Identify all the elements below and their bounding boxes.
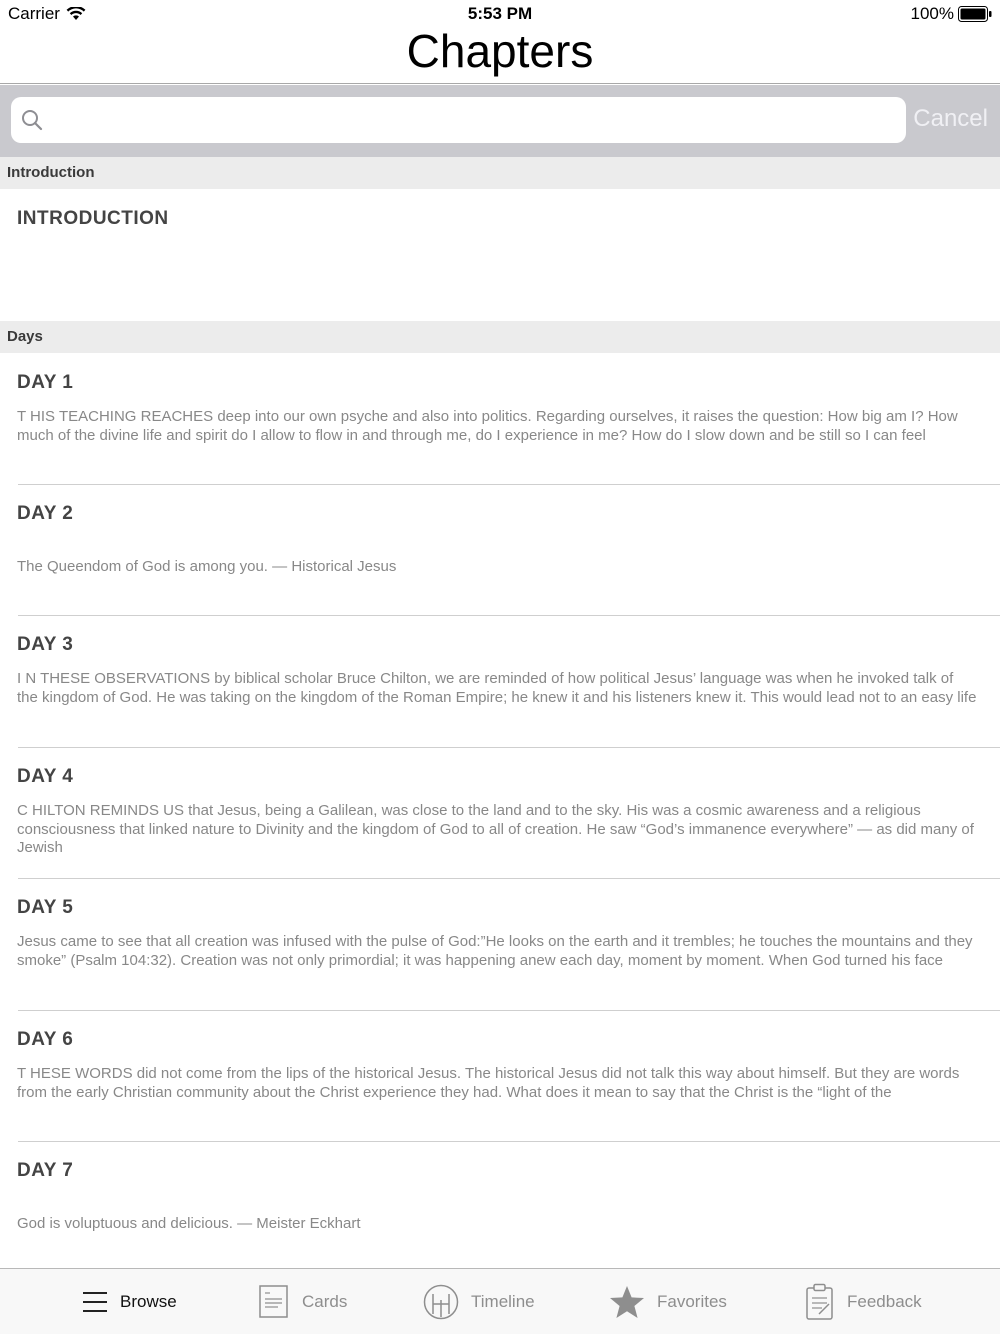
search-icon xyxy=(21,109,43,131)
battery-percent: 100% xyxy=(910,4,954,23)
chapter-title: DAY 2 xyxy=(17,503,74,524)
list-item[interactable] xyxy=(0,748,1000,879)
chapter-title: DAY 6 xyxy=(17,1029,74,1050)
chapter-title: DAY 3 xyxy=(17,634,74,655)
tab-feedback[interactable] xyxy=(805,1269,922,1334)
list-item[interactable] xyxy=(0,1011,1000,1142)
tab-label: Favorites xyxy=(657,1292,727,1311)
tab-label: Browse xyxy=(120,1292,177,1311)
section-header-label: Introduction xyxy=(7,164,95,181)
chapter-excerpt: T HIS TEACHING REACHES deep into our own psyche and also into politics. Regarding ourselves, it raises the question: How big am I? How much of the divine life and spirit do I allow to flow in and through me, do I experience in me? How do I slow down and be still so I can feel xyxy=(17,408,958,444)
chapter-excerpt: C HILTON REMINDS US that Jesus, being a Galilean, was close to the land and to the sky. His was a cosmic awareness and a religious consciousness that linked nature to Divinity and the kingdom of God to all of creation. He saw “God’s immanence everywhere” — as did many of Jewish xyxy=(17,802,974,857)
tab-label: Timeline xyxy=(471,1292,535,1311)
list-item[interactable] xyxy=(0,485,1000,616)
chapter-title: DAY 1 xyxy=(17,372,74,393)
search-input[interactable] xyxy=(55,97,895,143)
chapter-title: DAY 7 xyxy=(17,1160,74,1181)
list-item[interactable] xyxy=(0,353,1000,484)
carrier-label: Carrier xyxy=(8,4,60,23)
tab-cards[interactable] xyxy=(258,1269,347,1334)
tab-label: Cards xyxy=(302,1292,348,1311)
status-battery xyxy=(911,4,992,24)
chapter-excerpt: I N THESE OBSERVATIONS by biblical scholar Bruce Chilton, we are reminded of how political Jesus’ language was when he invoked talk of the kingdom of God. He was taking on the kingdom of the Roman Empire; he knew it and his listeners knew it. This would lead not to an easy life xyxy=(17,670,977,706)
chapter-title: INTRODUCTION xyxy=(17,208,169,229)
timeline-icon xyxy=(423,1284,459,1320)
chapter-excerpt: Jesus came to see that all creation was infused with the pulse of God:”He looks on the earth and it trembles; he touches the mountains and they smoke” (Psalm 104:32). Creation was not only primordial; it was happening anew each day, moment by moment. When God turned his face xyxy=(17,933,973,969)
tab-label: Feedback xyxy=(847,1292,922,1311)
status-time: 5:53 PM xyxy=(467,4,533,23)
chapter-excerpt: T HESE WORDS did not come from the lips of the historical Jesus. The historical Jesus did not talk this way about himself. But they are words from the early Christian community about the Christ experience they had. What does it mean to say that the Christ is the “light of the xyxy=(17,1065,960,1101)
search-bar xyxy=(0,85,1000,157)
list-item[interactable] xyxy=(0,879,1000,1010)
tab-timeline[interactable] xyxy=(423,1269,535,1334)
chapter-title: DAY 5 xyxy=(17,897,74,918)
list-icon xyxy=(82,1290,108,1314)
tab-bar xyxy=(0,1268,1000,1334)
section-header-days xyxy=(0,321,1000,353)
search-field[interactable] xyxy=(11,97,906,143)
tab-browse[interactable] xyxy=(82,1269,177,1334)
clipboard-icon xyxy=(805,1283,835,1321)
list-item[interactable] xyxy=(0,616,1000,747)
battery-icon xyxy=(958,6,992,22)
list-item[interactable] xyxy=(0,1142,1000,1268)
page-title: Chapters xyxy=(406,25,594,77)
section-header-label: Days xyxy=(7,328,43,345)
chapter-excerpt: God is voluptuous and delicious. — Meister Eckhart xyxy=(17,1215,361,1232)
card-icon xyxy=(258,1285,290,1319)
chapter-excerpt: The Queendom of God is among you. — Historical Jesus xyxy=(17,558,397,575)
chapter-title: DAY 4 xyxy=(17,766,74,787)
navigation-bar xyxy=(0,22,1000,84)
cancel-button[interactable]: Cancel xyxy=(913,105,988,132)
section-header-introduction xyxy=(0,157,1000,189)
tab-favorites[interactable] xyxy=(609,1269,727,1334)
list-item[interactable] xyxy=(0,189,1000,321)
star-icon xyxy=(609,1285,645,1319)
